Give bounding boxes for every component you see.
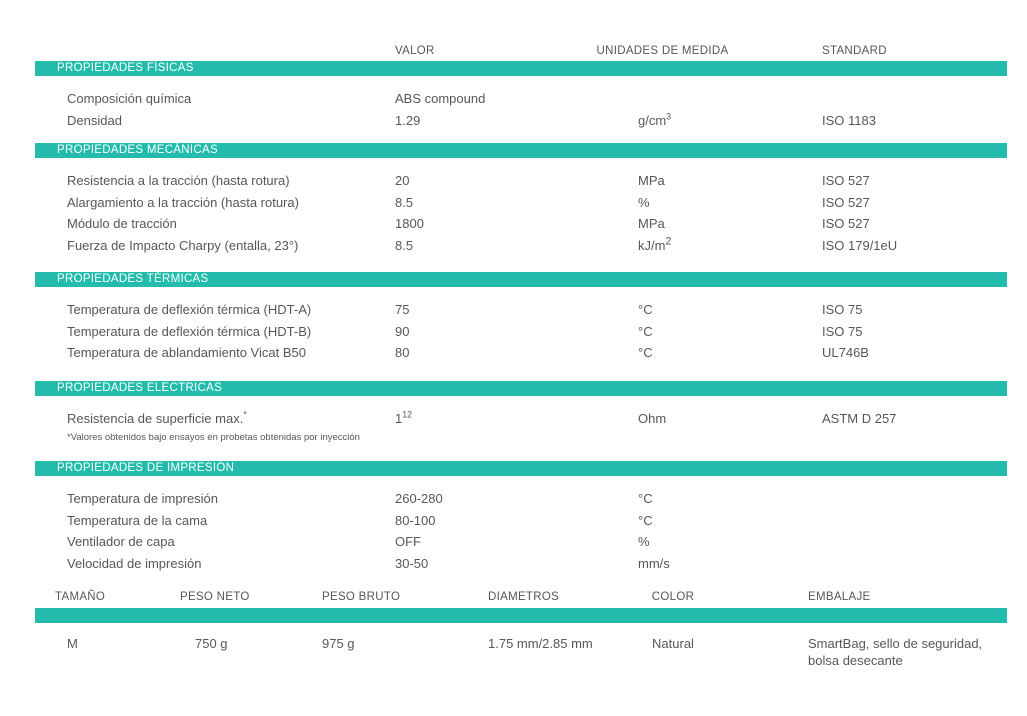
property-unit: °C [638, 345, 653, 361]
column-header-embalaje: EMBALAJE [808, 591, 871, 603]
property-standard: ISO 527 [822, 194, 870, 210]
column-header-peso-neto: PESO NETO [180, 591, 250, 603]
column-headers [35, 40, 1007, 57]
property-value: ABS compound [395, 91, 486, 107]
section-propiedades-mecanicas [35, 143, 1007, 268]
property-value: 1.29 [395, 112, 421, 128]
property-value: 8.5 [395, 194, 414, 210]
table-row: Fuerza de Impacto Charpy (entalla, 23°) 8.5 $kJ/m^2$ ISO 179/1eU [35, 235, 1007, 257]
property-unit: kJ/m [638, 237, 666, 253]
section-header-bar [35, 272, 1007, 287]
property-standard: ISO 75 [822, 302, 863, 318]
table-row [35, 88, 1007, 110]
property-value: 1 [395, 410, 403, 426]
cell-color: Natural [652, 636, 694, 651]
section-title: PROPIEDADES FÍSICAS [57, 62, 194, 74]
property-unit: °C [638, 302, 653, 318]
property-unit: MPa [638, 216, 665, 232]
section-title: PROPIEDADES TÉRMICAS [57, 273, 209, 285]
packaging-table-headers [35, 590, 1007, 604]
property-value: 80 [395, 345, 410, 361]
cell-peso-bruto: 975 g [322, 636, 355, 651]
property-standard: ISO 179/1eU [822, 237, 898, 253]
column-header-color: COLOR [651, 591, 695, 603]
table-row [35, 299, 1007, 321]
property-unit: °C [638, 512, 653, 528]
packaging-table-header-bar [35, 608, 1007, 623]
cell-embalaje: SmartBag, sello de seguridad, bolsa desecante [808, 636, 983, 668]
property-value: 75 [395, 302, 410, 318]
property-standard: ISO 75 [822, 323, 863, 339]
table-row [35, 213, 1007, 235]
column-header-tamano: TAMAÑO [55, 591, 106, 603]
property-value: OFF [395, 534, 421, 550]
column-header-valor: VALOR [395, 45, 435, 57]
column-header-unidades: UNIDADES DE MEDIDA [596, 45, 729, 57]
property-standard: ASTM D 257 [822, 410, 897, 426]
table-row [35, 488, 1007, 510]
property-unit: °C [638, 491, 653, 507]
section-header-bar [35, 381, 1007, 396]
table-row [35, 170, 1007, 192]
property-standard: ISO 527 [822, 173, 870, 189]
property-label: Temperatura de ablandamiento Vicat B50 [67, 345, 306, 361]
section-propiedades-termicas [35, 272, 1007, 376]
property-label: Módulo de tracción [67, 216, 177, 232]
property-value: 90 [395, 323, 410, 339]
cell-tamano: M [67, 636, 78, 651]
section-rows [35, 476, 1007, 586]
datasheet [35, 0, 1007, 669]
property-unit: mm/s [638, 555, 670, 571]
property-label: Temperatura de deflexión térmica (HDT-B) [67, 323, 312, 339]
section-rows [35, 76, 1007, 143]
property-label: Temperatura de la cama [67, 512, 208, 528]
property-label: Resistencia a la tracción (hasta rotura) [67, 173, 290, 189]
table-row [35, 321, 1007, 343]
property-label: Velocidad de impresión [67, 555, 202, 571]
property-value: 30-50 [395, 555, 429, 571]
property-value: 1800 [395, 216, 424, 232]
column-header-peso-bruto: PESO BRUTO [322, 591, 401, 603]
cell-diametros: 1.75 mm/2.85 mm [488, 636, 593, 651]
table-row [35, 636, 1007, 669]
property-label: Temperatura de deflexión térmica (HDT-A) [67, 302, 312, 318]
section-rows [35, 158, 1007, 268]
property-label: Composición química [67, 91, 192, 107]
property-standard: ISO 1183 [822, 112, 876, 128]
property-label: Temperatura de impresión [67, 491, 219, 507]
property-unit: % [638, 194, 650, 210]
property-unit: MPa [638, 173, 665, 189]
table-row [35, 531, 1007, 553]
section-propiedades-de-impresion [35, 461, 1007, 586]
property-standard: UL746B [822, 345, 869, 361]
section-rows [35, 396, 1007, 456]
section-header-bar [35, 61, 1007, 76]
property-unit: g/cm [638, 112, 667, 128]
section-title: PROPIEDADES DE IMPRESIÓN [57, 462, 235, 474]
table-row [35, 192, 1007, 214]
packaging-table [35, 590, 1007, 669]
section-header-bar [35, 461, 1007, 476]
section-propiedades-electricas [35, 381, 1007, 456]
column-header-standard: STANDARD [822, 45, 887, 57]
table-row: Densidad 1.29 $g/cm^3$ ISO 1183 [35, 110, 1007, 132]
table-row: Resistencia de superficie max.* $1^{12}$ Ohm ASTM D 257 [35, 408, 1007, 430]
property-value: 20 [395, 173, 410, 189]
property-label: Densidad [67, 112, 122, 128]
section-title: PROPIEDADES MECÁNICAS [57, 144, 218, 156]
table-row [35, 553, 1007, 575]
property-unit: Ohm [638, 410, 667, 426]
property-value: 260-280 [395, 491, 443, 507]
table-row [35, 342, 1007, 364]
table-row [35, 510, 1007, 532]
column-header-diametros: DIAMETROS [488, 591, 560, 603]
property-label: Alargamiento a la tracción (hasta rotura) [67, 194, 299, 210]
section-header-bar [35, 143, 1007, 158]
property-standard: ISO 527 [822, 216, 870, 232]
property-unit: % [638, 534, 650, 550]
cell-peso-neto: 750 g [195, 636, 228, 651]
section-title: PROPIEDADES ELECTRICAS [57, 381, 223, 394]
section-rows [35, 287, 1007, 376]
section-propiedades-fisicas [35, 61, 1007, 143]
property-value: 80-100 [395, 512, 436, 528]
footnote: *Valores obtenidos bajo ensayos en probetas obtenidas por inyección [67, 432, 360, 443]
property-label: Fuerza de Impacto Charpy (entalla, 23°) [67, 237, 299, 253]
property-label: Ventilador de capa [67, 534, 175, 550]
property-label: Resistencia de superficie max. [67, 410, 244, 426]
property-value: 8.5 [395, 237, 414, 253]
property-unit: °C [638, 323, 653, 339]
